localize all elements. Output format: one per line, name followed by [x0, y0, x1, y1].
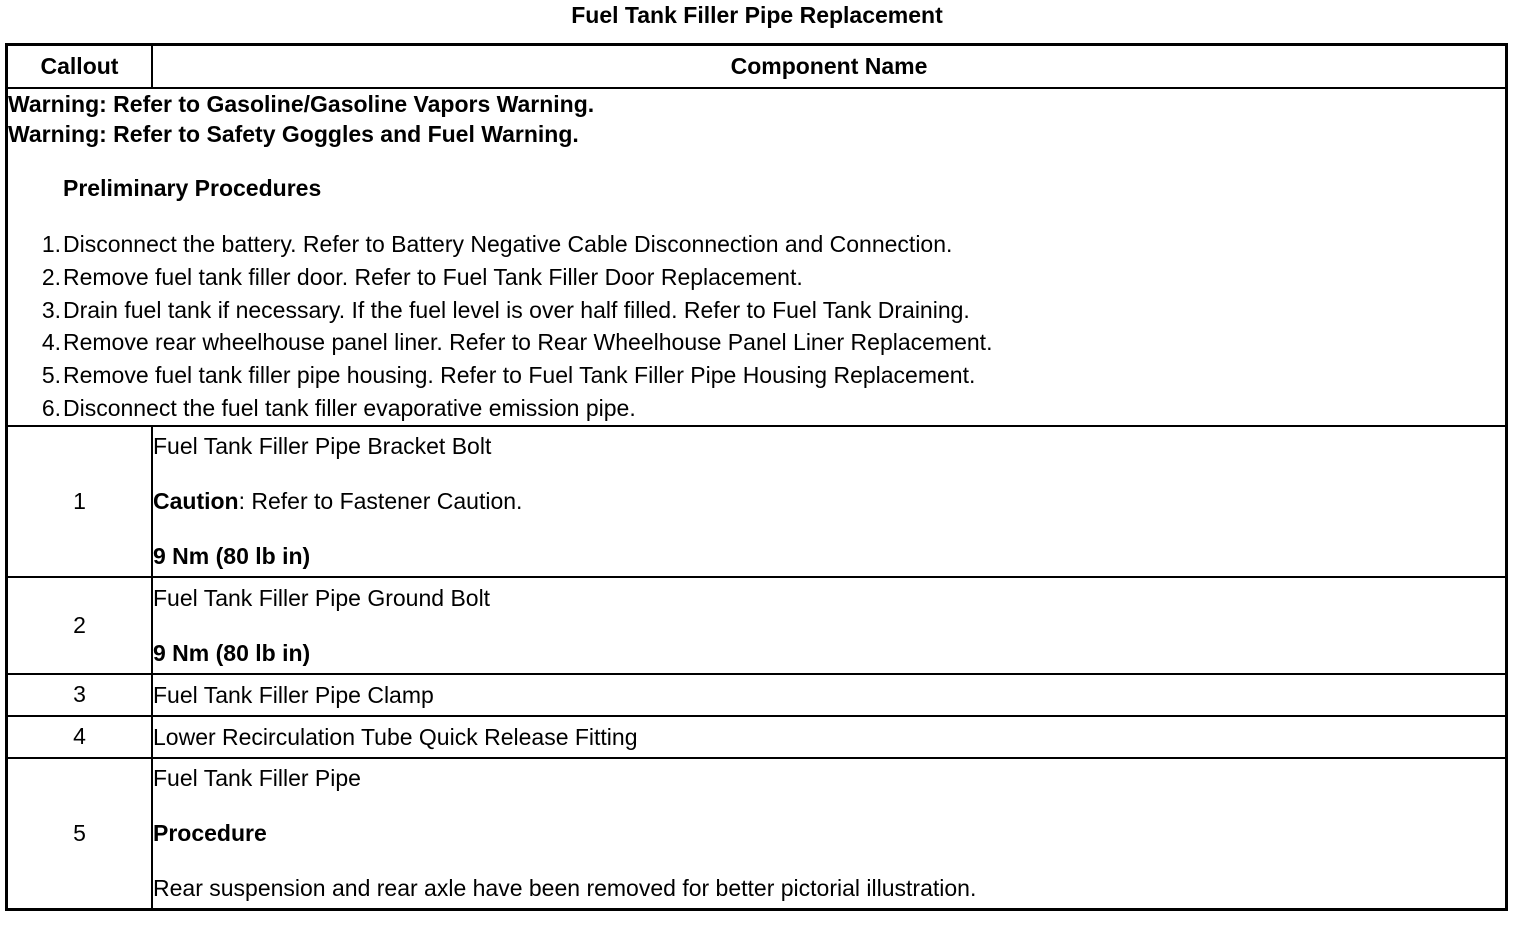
table-header-row [7, 45, 1507, 89]
component-name-column-header: Component Name [152, 45, 1507, 89]
component-table [5, 43, 1508, 911]
component-cell [152, 758, 1507, 910]
list-item [8, 326, 1505, 359]
step-number: 1. [41, 231, 61, 257]
list-item [8, 294, 1505, 327]
component-cell [152, 716, 1507, 758]
component-cell [152, 674, 1507, 716]
callout-number: 1 [7, 426, 153, 577]
step-number: 2. [41, 263, 61, 290]
component-name: Fuel Tank Filler Pipe [153, 765, 361, 792]
step-text: Remove fuel tank filler door. Refer to Fuel Tank Filler Door Replacement. [63, 263, 803, 290]
callout-number: 4 [7, 716, 153, 758]
step-number: 4. [41, 329, 61, 356]
step-number: 5. [41, 362, 61, 389]
list-item [8, 228, 1505, 261]
callout-column-header: Callout [7, 45, 153, 89]
step-text: Disconnect the fuel tank filler evaporative emission pipe. [63, 394, 636, 421]
list-item [8, 359, 1505, 392]
procedure-text: Rear suspension and rear axle have been removed for better pictorial illustration. [153, 875, 977, 902]
component-cell [152, 426, 1507, 577]
callout-number: 3 [7, 674, 153, 716]
component-name: Fuel Tank Filler Pipe Ground Bolt [153, 584, 491, 611]
torque-spec: 9 Nm (80 lb in) [153, 543, 311, 570]
caution-text: : Refer to Fastener Caution. [238, 488, 523, 515]
component-cell [152, 577, 1507, 674]
step-text: Remove rear wheelhouse panel liner. Refer to Rear Wheelhouse Panel Liner Replacement. [63, 329, 993, 356]
component-name: Fuel Tank Filler Pipe Clamp [153, 681, 434, 708]
warning-safety-goggles: Warning: Refer to Safety Goggles and Fuel Warning. [8, 121, 579, 147]
step-text: Remove fuel tank filler pipe housing. Refer to Fuel Tank Filler Pipe Housing Replacement. [63, 362, 976, 389]
callout-number: 5 [7, 758, 153, 910]
table-row [7, 426, 1507, 577]
table-row [7, 577, 1507, 674]
list-item [8, 392, 1505, 425]
preliminary-steps-list [8, 228, 1505, 425]
preliminary-cell [7, 88, 1507, 426]
caution-note [153, 488, 1505, 514]
step-text: Disconnect the battery. Refer to Battery Negative Cable Disconnection and Connection. [63, 231, 953, 257]
warning-gasoline-vapors: Warning: Refer to Gasoline/Gasoline Vapors Warning. [8, 91, 595, 117]
component-name: Fuel Tank Filler Pipe Bracket Bolt [153, 433, 492, 460]
preliminary-row [7, 88, 1507, 426]
procedure-label: Procedure [153, 820, 267, 847]
component-name: Lower Recirculation Tube Quick Release Fitting [153, 723, 638, 750]
table-row [7, 716, 1507, 758]
list-item [8, 261, 1505, 294]
step-number: 6. [41, 394, 61, 421]
table-row [7, 674, 1507, 716]
callout-number: 2 [7, 577, 153, 674]
torque-spec: 9 Nm (80 lb in) [153, 639, 311, 666]
table-row [7, 758, 1507, 910]
preliminary-procedures-heading: Preliminary Procedures [63, 175, 322, 201]
step-number: 3. [41, 296, 61, 323]
page-title: Fuel Tank Filler Pipe Replacement [571, 2, 943, 28]
caution-label: Caution [153, 488, 239, 515]
step-text: Drain fuel tank if necessary. If the fuel level is over half filled. Refer to Fuel Tank Draining. [63, 296, 970, 323]
